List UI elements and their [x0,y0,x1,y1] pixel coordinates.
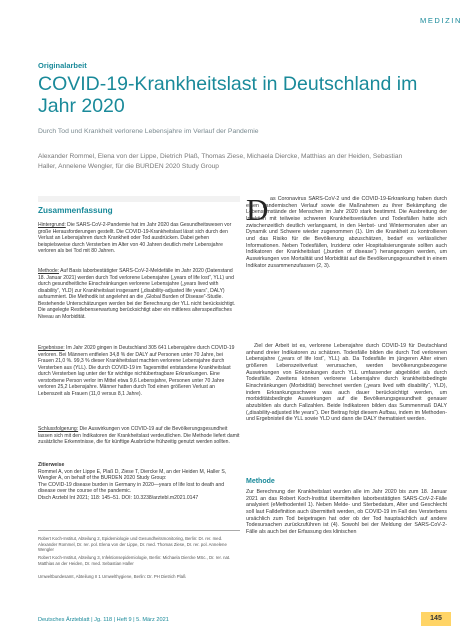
methods-heading: Methode [246,478,275,485]
abstract-methods-label: Methode: [38,268,60,274]
article-title: COVID-19-Krankheitslast in Deutschland im Jahr 2020 [38,73,418,117]
abstract-methods-text: Auf Basis laborbestätigter SARS-CoV-2-Meldefälle im Jahr 2020 (Datenstand 18. Januar 2021) werden durch Tod verlorene Lebensjahre („years of life lost“, YLL) und durch gesundheitliche Einschränkungen verlorene Lebensjahre („years lived with disability“, YLD) zur Krankheitslast insgesamt („disability-adjusted life years“, DALY) aufsummiert. Die Methodik ist angelehnt an die „Global Burden of Disease“-Studie. Bestehende Unterschätzungen werden bei der Berechnung der YLL nicht berücksichtigt. Die angelegte Restlebenserwartung berücksichtigt aber ein mittleres altersspezifisches Niveau an Morbidität. [38,268,236,320]
affiliation-2: Robert Koch-Institut, Abteilung 3, Infektionsepidemiologie, Berlin: Michaela Diercke MSc., Dr. rer. nat. Matthias an der Heiden, Dr. med. Sebastian Haller [38,555,231,566]
abstract-results [38,345,240,397]
abstract-results-label: Ergebnisse: [38,345,65,351]
citation-block [38,462,240,502]
methods-paragraph: Zur Berechnung der Krankheitslast wurden alle im Jahr 2020 bis zum 18. Januar 2021 an das Robert Koch-Institut übermittelten laborbestätigten SARS-CoV-2-Fälle analysiert (eMethodenteil 1). Neben Melde- und Sterbedatum, Alter und Geschlecht soll laut Falldefinition auch übermittelt werden, ob COVID-19 im Fall des Versterbens ursächlich zum Tod beigetragen hat oder ob der Tod hauptsächlich auf andere Todesursachen zurückzuführen ist (4). Sowohl bei der Meldung der SARS-CoV-2-Fälle als auch bei der Erfassung des klinischen [246,489,447,536]
abstract-conclusion-text: Die Auswirkungen von COVID-19 auf die Bevölkerungsgesundheit lassen sich mit den Indikatoren der Krankheitslast verdeutlichen. Die Methode liefert damit zusätzliche Erkenntnisse, die für künftige Ausbrüche frühzeitig genutzt werden sollten. [38,426,240,445]
abstract-methods [38,268,240,320]
citation-title: The COVID-19 disease burden in Germany in 2020—years of life lost to death and disease over the course of the pandemic. [38,481,225,495]
citation-reference: Dtsch Arztebl Int 2021; 118: 145–51. DOI: 10.3238/arztebl.m2021.0147 [38,494,199,501]
article-subtitle: Durch Tod und Krankheit verlorene Lebensjahre im Verlauf der Pandemie [38,128,259,135]
affiliation-1: Robert Koch-Institut, Abteilung 2, Epidemiologie und Gesundheitsmonitoring, Berlin: Dr. rer. med. Alexander Rommel, Dr. rer. pol. Elena von der Lippe, Dr. med. Thomas Ziese, Dr. rer. pol. Annelene Wengler [38,536,227,553]
section-label: MEDIZIN [419,16,462,25]
affiliation-divider [38,530,240,531]
abstract-background-text: Die SARS-CoV-2-Pandemie hat im Jahr 2020 das Gesundheitswesen vor große Herausforderungen gestellt. Die COVID-19-Krankheitslast lässt sich durch den Verlust an Lebensjahren durch Krankheit oder Tod ausdrücken. Dabei gehen beispielsweise durch Versterben im Alter von 40 Jahren deutlich mehr Lebensjahre verloren als bei Tod mit 80 Jahren. [38,222,232,254]
drop-cap: D [246,192,269,227]
intro-paragraph-1: as Coronavirus SARS-CoV-2 und die COVID-19-Erkrankung haben durch einen pandemischen Verlauf sowie die Maßnahmen zu ihrer Bekämpfung die Lebensumstände der Menschen im Jahr 2020 stark bestimmt. Die Ausbreitung der Infektion mit teilweise schweren Krankheitsverläufen und Todesfällen hatte sich zwischenzeitlich deutlich verlangsamt, in den Herbst- und Wintermonaten aber an Dynamik und Schwere wieder zugenommen (1). Um die Krankheit zu kontrollieren und das Risiko für die Bevölkerung abzuschätzen, bedarf es verlässlicher Informationen. Neben Todesfällen, Inzidenz oder Hospitalisierungsrate sollten auch Indikatoren der Krankheitslast („burden of disease“) herangezogen werden, um Auswirkungen von Mortalität und Morbidität auf die Bevölkerungsgesundheit in einem Indikator zusammenzufassen (2, 3). [246,196,447,269]
abstract-results-text: Im Jahr 2020 gingen in Deutschland 305 641 Lebensjahre durch COVID-19 verloren. Bei Männern entfielen 34,8 % der DALY auf Personen unter 70 Jahre, bei Frauen 21,0 %. 99,3 % dieser Krankheitslast machten verlorene Lebensjahre durch Versterben aus (YLL). Die durch COVID-19 im Tagesmittel entstandene Krankheitslast durch Versterben lag unter der für wichtige nichtübertragbare Erkrankungen. Eine verstorbene Person verlor im Mittel etwa 9,6 Lebensjahre, Personen unter 70 Jahre verloren 25,2 Lebensjahre. Männer hatten durch Tod einen größeren Verlust an Lebenszeit als Frauen (11,0 versus 8,1 Jahre). [38,345,235,397]
abstract-background-label: Hintergrund: [38,222,66,228]
abstract-top-bar [38,196,240,202]
page-number: 145 [421,612,451,626]
article-kicker: Originalarbeit [38,61,87,70]
affiliation-3: Umweltbundesamt, Abteilung II 1 Umwelthygiene, Berlin: Dr. PH Dietrich Plaß [38,574,186,579]
abstract-background [38,222,240,255]
journal-footer: Deutsches Ärzteblatt | Jg. 118 | Heft 9 | 5. März 2021 [38,617,169,623]
citation-authors: Rommel A, von der Lippe E, Plaß D, Ziese T, Diercke M, an der Heiden M, Haller S, Wengler A, on behalf of the BURDEN 2020 Study Group: [38,468,227,482]
citation-heading: Zitierweise [38,462,65,468]
abstract-conclusion-label: Schlussfolgerung: [38,426,79,432]
abstract-conclusion [38,426,240,446]
author-list: Alexander Rommel, Elena von der Lippe, Dietrich Plaß, Thomas Ziese, Michaela Diercke, Matthias an der Heiden, Sebastian Haller, Annelene Wengler, für die BURDEN 2020 Study Group [38,153,403,170]
abstract-heading: Zusammenfassung [38,206,113,215]
intro-paragraph-2: Ziel der Arbeit ist es, verlorene Lebensjahre durch COVID-19 für Deutschland anhand dreier Indikatoren zu schätzen. Todesfälle bilden die durch Tod verlorenen Lebensjahre („years of life lost“, YLL) ab. Da Todesfälle im jüngeren Alter einen größeren Lebenszeitverlust verursachen, werden bevölkerungsbezogene Auswirkungen von Erkrankungen durch YLL umfassender abgebildet als durch Todesfälle. Zweitens können verlorene Lebensjahre durch krankheitsbedingte Einschränkungen (Morbidität) berechnet werden („years lived with disability“, YLD), indem Erkrankungsschwere was auch dauer berücksichtigt werden, um morbiditätsbedingte Auswirkungen auf die Bevölkerungsgesundheit genauer abzubilden als durch Fallzahlen. Beide Indikatoren bilden das Summenmaß DALY („disability-adjusted life years“). Der Beitrag folgt diesem Aufbau, indem im Methoden- und Ergebnisteil die YLL sowie YLD und dann die DALY thematisiert werden. [246,343,447,423]
